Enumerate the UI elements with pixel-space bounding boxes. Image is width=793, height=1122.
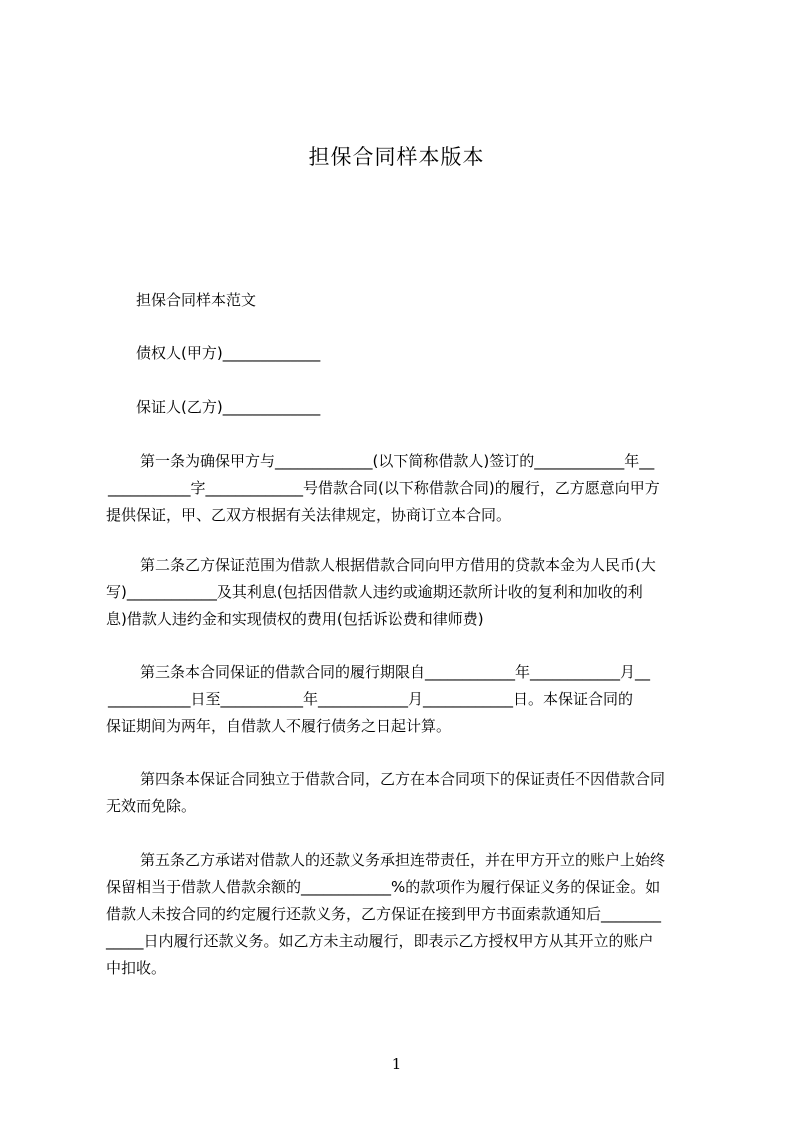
- article3-line3: 保证期间为两年，自借款人不履行债务之日起计算。: [106, 717, 452, 735]
- article5-line5: 中扣收。: [106, 959, 167, 977]
- article1-line2: ___________字_____________号借款合同(以下称借款合同)的履行，乙方愿意向甲方: [108, 479, 660, 497]
- guarantor-line: 保证人(乙方)_____________: [136, 398, 321, 416]
- document-title: 担保合同样本版本: [308, 145, 485, 169]
- article1-line1: 第一条为确保甲方与_____________(以下简称借款人)签订的____________年__: [140, 452, 655, 470]
- article1-line3: 提供保证，甲、乙双方根据有关法律规定，协商订立本合同。: [106, 506, 512, 524]
- article3-line2: ___________日至___________年____________月____________日。本保证合同的: [108, 690, 634, 708]
- article4-line1: 第四条本保证合同独立于借款合同，乙方在本合同项下的保证责任不因借款合同: [140, 770, 666, 788]
- article2-line1: 第二条乙方保证范围为借款人根据借款合同向甲方借用的贷款本金为人民币(大: [140, 556, 656, 574]
- creditor-line: 债权人(甲方)_____________: [136, 344, 321, 362]
- article5-line4: _____日内履行还款义务。如乙方未主动履行，即表示乙方授权甲方从其开立的账户: [106, 932, 654, 950]
- document-subtitle: 担保合同样本范文: [136, 291, 257, 309]
- article5-line1: 第五条乙方承诺对借款人的还款义务承担连带责任，并在甲方开立的账户上始终: [140, 851, 666, 869]
- article5-line3: 借款人未按合同的约定履行还款义务，乙方保证在接到甲方书面索款通知后________: [106, 905, 662, 923]
- article2-line3: 息)借款人违约金和实现债权的费用(包括诉讼费和律师费): [106, 610, 484, 628]
- article3-line1: 第三条本合同保证的借款合同的履行期限自____________年____________月__: [140, 663, 651, 681]
- article2-line2: 写)____________及其利息(包括因借款人违约或逾期还款所计收的复利和加收的利: [106, 583, 643, 601]
- article5-line2: 保留相当于借款人借款余额的____________%的款项作为履行保证义务的保证金。如: [106, 878, 661, 896]
- page-number: 1: [391, 1055, 402, 1073]
- article4-line2: 无效而免除。: [106, 797, 197, 815]
